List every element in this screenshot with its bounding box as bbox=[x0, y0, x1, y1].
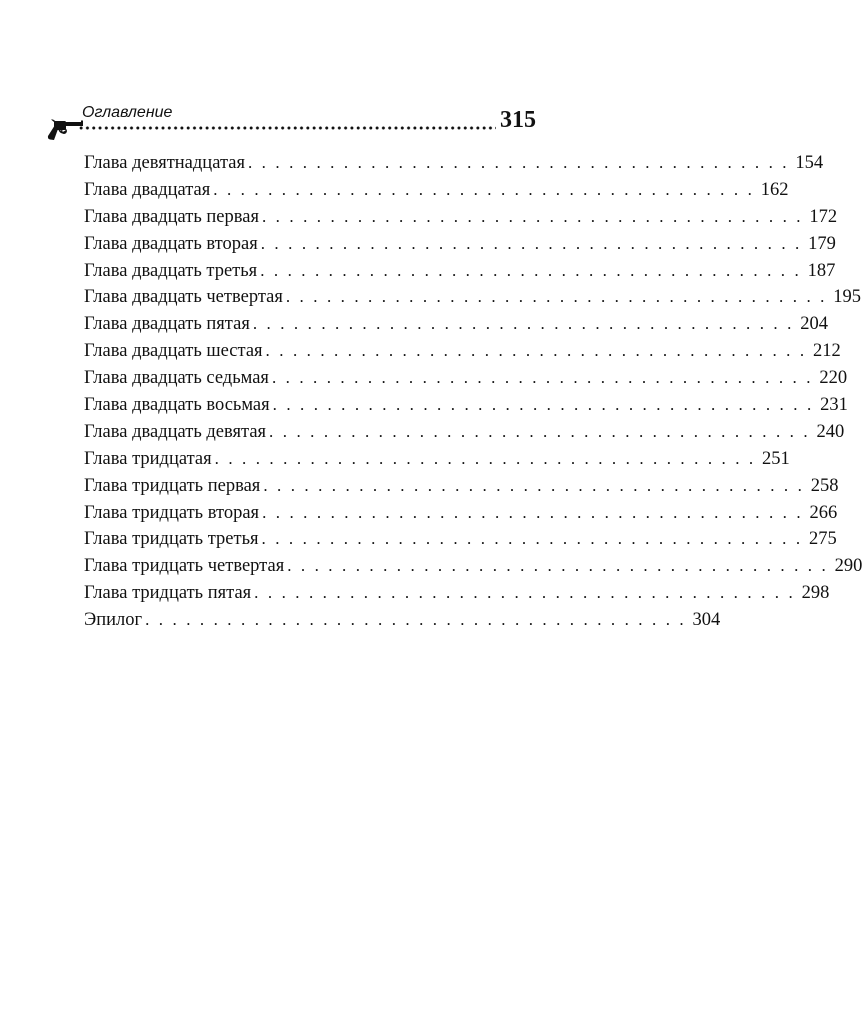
toc-entry bbox=[84, 233, 836, 261]
toc-entry-title: Глава двадцать четвертая bbox=[84, 287, 283, 308]
toc-dot-leader: . . . . . . . . . . . . . . . . . . . . . . . . . . . . . . . . . . . . . . . . bbox=[262, 502, 804, 522]
toc-entry bbox=[84, 529, 837, 556]
toc-entry-page: 304 bbox=[692, 610, 721, 631]
revolver-icon bbox=[46, 119, 84, 141]
toc-dot-leader: . . . . . . . . . . . . . . . . . . . . . . . . . . . . . . . . . . . . . . . . bbox=[287, 556, 829, 576]
toc-entry-page: 220 bbox=[819, 368, 848, 389]
page-number: 315 bbox=[500, 107, 536, 133]
toc-entry bbox=[84, 475, 839, 503]
toc-entry-title: Глава двадцать первая bbox=[84, 206, 259, 227]
toc-entry-page: 204 bbox=[800, 314, 828, 335]
toc-entry-title: Глава тридцать четвертая bbox=[84, 556, 285, 577]
running-header bbox=[46, 100, 540, 140]
toc-dot-leader: . . . . . . . . . . . . . . . . . . . . . . . . . . . . . . . . . . . . . . . . bbox=[285, 287, 828, 307]
toc-dot-leader: . . . . . . . . . . . . . . . . . . . . . . . . . . . . . . . . . . . . . . . . bbox=[260, 260, 802, 280]
toc-entry bbox=[84, 153, 824, 180]
table-of-contents bbox=[84, 153, 862, 637]
toc-entry bbox=[84, 448, 790, 476]
toc-dot-leader: . . . . . . . . . . . . . . . . . . . . . . . . . . . . . . . . . . . . . . . . bbox=[263, 475, 805, 495]
toc-entry-title: Глава тридцать вторая bbox=[84, 502, 260, 523]
toc-dot-leader: . . . . . . . . . . . . . . . . . . . . . . . . . . . . . . . . . . . . . . . . bbox=[213, 179, 755, 199]
toc-dot-leader: . . . . . . . . . . . . . . . . . . . . . . . . . . . . . . . . . . . . . . . . bbox=[271, 368, 814, 388]
toc-entry-title: Глава двадцать пятая bbox=[84, 314, 250, 335]
toc-entry-page: 290 bbox=[834, 556, 862, 577]
toc-entry-page: 195 bbox=[833, 287, 862, 308]
toc-dot-leader: . . . . . . . . . . . . . . . . . . . . . . . . . . . . . . . . . . . . . . . . bbox=[269, 421, 811, 441]
toc-entry-page: 240 bbox=[816, 421, 845, 442]
toc-dot-leader: . . . . . . . . . . . . . . . . . . . . . . . . . . . . . . . . . . . . . . . . bbox=[214, 448, 756, 468]
toc-entry bbox=[84, 206, 838, 234]
toc-entry bbox=[84, 314, 828, 341]
toc-entry bbox=[84, 556, 862, 583]
toc-entry-page: 231 bbox=[820, 395, 848, 416]
toc-dot-leader: . . . . . . . . . . . . . . . . . . . . . . . . . . . . . . . . . . . . . . . . bbox=[247, 153, 790, 172]
toc-entry-title: Глава двадцать восьмая bbox=[84, 395, 270, 416]
toc-entry bbox=[84, 260, 836, 288]
toc-entry-page: 154 bbox=[795, 153, 824, 173]
toc-entry bbox=[84, 502, 838, 530]
toc-entry-page: 251 bbox=[762, 448, 790, 469]
toc-entry-page: 179 bbox=[808, 233, 836, 254]
toc-entry-title: Глава двадцать девятая bbox=[84, 421, 267, 442]
toc-dot-leader: . . . . . . . . . . . . . . . . . . . . . . . . . . . . . . . . . . . . . . . . bbox=[272, 395, 814, 415]
toc-entry-page: 266 bbox=[809, 502, 838, 523]
toc-entry-title: Глава тридцать первая bbox=[84, 475, 261, 496]
toc-entry-page: 172 bbox=[809, 206, 838, 227]
toc-entry-page: 275 bbox=[808, 529, 837, 550]
toc-entry-title: Эпилог bbox=[84, 610, 143, 631]
toc-entry-title: Глава двадцать седьмая bbox=[84, 368, 269, 389]
toc-entry bbox=[84, 421, 845, 449]
toc-dot-leader: . . . . . . . . . . . . . . . . . . . . . . . . . . . . . . . . . . . . . . . . bbox=[254, 583, 796, 603]
toc-entry-title: Глава двадцать шестая bbox=[84, 341, 263, 362]
section-title: Оглавление bbox=[82, 104, 173, 121]
toc-entry bbox=[84, 341, 841, 368]
toc-entry-title: Глава тридцать пятая bbox=[84, 583, 252, 604]
toc-dot-leader: . . . . . . . . . . . . . . . . . . . . . . . . . . . . . . . . . . . . . . . . bbox=[145, 610, 687, 630]
toc-entry-page: 212 bbox=[812, 341, 841, 362]
toc-entry-title: Глава двадцатая bbox=[84, 179, 211, 200]
toc-entry-page: 258 bbox=[810, 475, 839, 496]
toc-entry-title: Глава двадцать вторая bbox=[84, 233, 258, 254]
toc-entry-page: 162 bbox=[760, 179, 789, 200]
toc-dot-leader: . . . . . . . . . . . . . . . . . . . . . . . . . . . . . . . . . . . . . . . . bbox=[261, 206, 804, 226]
toc-entry-title: Глава тридцать третья bbox=[84, 529, 259, 550]
toc-entry bbox=[84, 287, 862, 314]
toc-entry-title: Глава тридцатая bbox=[84, 448, 212, 469]
toc-entry-title: Глава двадцать третья bbox=[84, 260, 258, 281]
toc-dot-leader: . . . . . . . . . . . . . . . . . . . . . . . . . . . . . . . . . . . . . . . . bbox=[261, 529, 803, 549]
toc-entry-page: 187 bbox=[807, 260, 836, 281]
toc-dot-leader: . . . . . . . . . . . . . . . . . . . . . . . . . . . . . . . . . . . . . . . . bbox=[265, 341, 807, 361]
toc-entry bbox=[84, 395, 848, 422]
toc-dot-leader: . . . . . . . . . . . . . . . . . . . . . . . . . . . . . . . . . . . . . . . . bbox=[260, 233, 802, 253]
toc-entry bbox=[84, 610, 721, 637]
toc-entry bbox=[84, 583, 830, 610]
header-dotted-rule bbox=[78, 125, 496, 131]
toc-entry-title: Глава девятнадцатая bbox=[84, 153, 245, 173]
toc-entry bbox=[84, 179, 789, 207]
toc-entry-page: 298 bbox=[801, 583, 830, 604]
toc-entry bbox=[84, 368, 848, 395]
toc-dot-leader: . . . . . . . . . . . . . . . . . . . . . . . . . . . . . . . . . . . . . . . . bbox=[252, 314, 794, 334]
